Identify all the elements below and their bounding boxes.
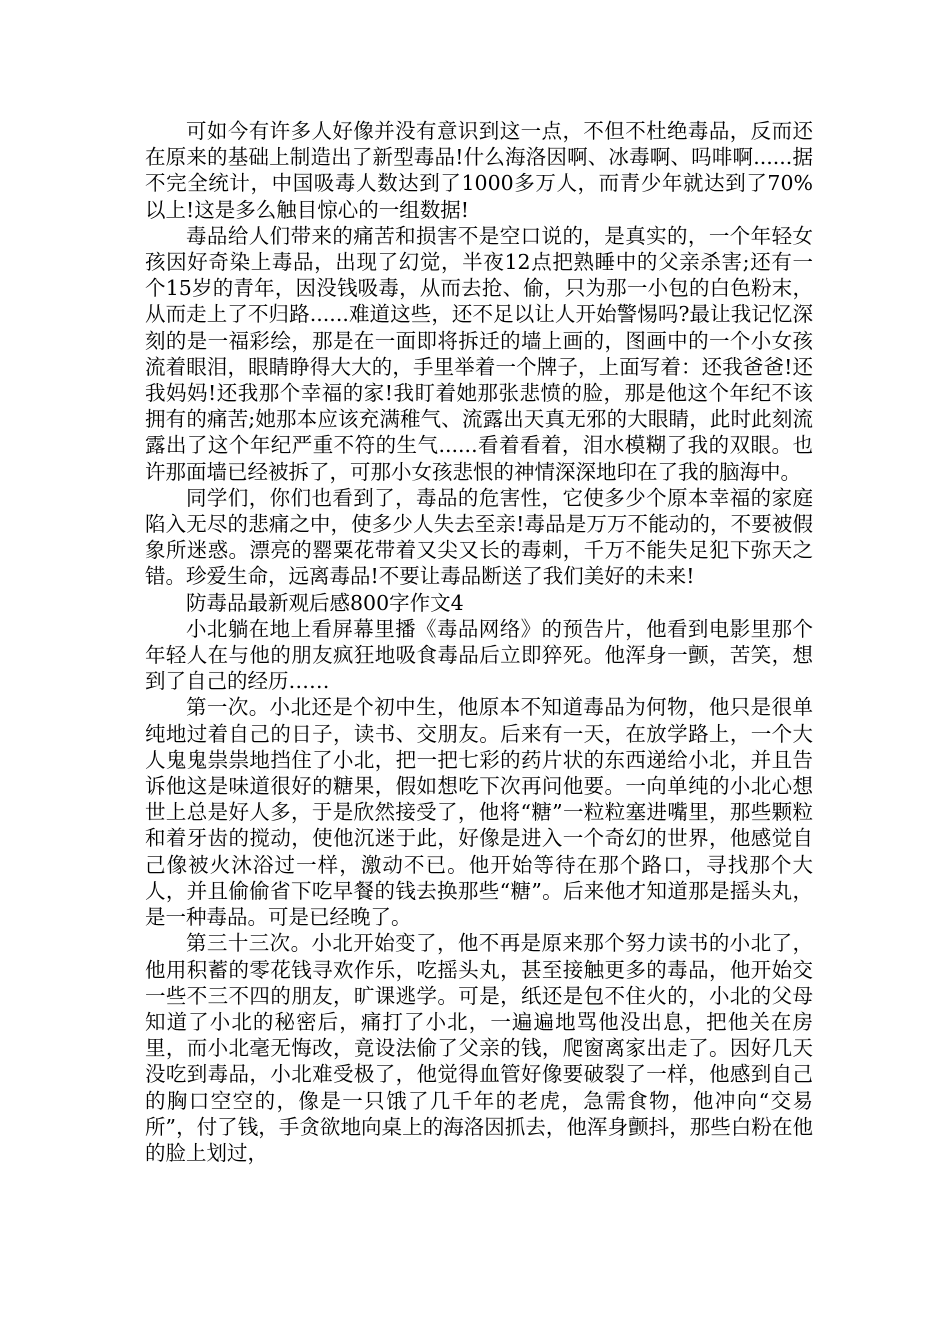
paragraph: 同学们，你们也看到了，毒品的危害性，它使多少个原本幸福的家庭陷入无尽的悲痛之中，使多少人失去至亲!毒品是万万不能动的，不要被假象所迷惑。漂亮的罂粟花带着又尖又长的毒刺，千万不能失足犯下弥天之错。珍爱生命，远离毒品!不要让毒品断送了我们美好的未来!: [145, 485, 813, 589]
section-heading: 防毒品最新观后感800字作文4: [186, 590, 464, 615]
paragraph: 可如今有许多人好像并没有意识到这一点，不但不杜绝毒品，反而还在原来的基础上制造出了新型毒品!什么海洛因啊、冰毒啊、吗啡啊......据不完全统计，中国吸毒人数达到了1000多万人，而青少年就达到了70%以上!这是多么触目惊心的一组数据!: [145, 119, 813, 222]
document-page: [145, 118, 813, 1166]
paragraph: 第一次。小北还是个初中生，他原本不知道毒品为何物，他只是很单纯地过着自己的日子，读书、交朋友。后来有一天，在放学路上，一个大人鬼鬼祟祟地挡住了小北，把一把七彩的药片状的东西递给小北，并且告诉他这是味道很好的糖果，假如想吃下次再问他要。一向单纯的小北心想世上总是好人多，于是欣然接受了，他将“糖”一粒粒塞进嘴里，那些颗粒和着牙齿的搅动，使他沉迷于此，好像是进入一个奇幻的世界，他感觉自己像被火沐浴过一样，激动不已。他开始等待在那个路口，寻找那个大人，并且偷偷省下吃早餐的钱去换那些“糖”。后来他才知道那是摇头丸，是一种毒品。可是已经晚了。: [145, 695, 813, 930]
paragraph: 第三十三次。小北开始变了，他不再是原来那个努力读书的小北了，他用积蓄的零花钱寻欢作乐，吃摇头丸，甚至接触更多的毒品，他开始交一些不三不四的朋友，旷课逃学。可是，纸还是包不住火的，小北的父母知道了小北的秘密后，痛打了小北，一遍遍地骂他没出息，把他关在房里，而小北毫无悔改，竟设法偷了父亲的钱，爬窗离家出走了。因好几天没吃到毒品，小北难受极了，他觉得血管好像要破裂了一样，他感到自己的胸口空空的，像是一只饿了几千年的老虎，急需食物，他冲向“交易所”，付了钱，手贪欲地向桌上的海洛因抓去，他浑身颤抖，那些白粉在他的脸上划过，: [145, 931, 813, 1165]
paragraph: 毒品给人们带来的痛苦和损害不是空口说的，是真实的，一个年轻女孩因好奇染上毒品，出现了幻觉，半夜12点把熟睡中的父亲杀害;还有一个15岁的青年，因没钱吸毒，从而去抢、偷，只为那一小包的白色粉末，从而走上了不归路......难道这些，还不足以让人开始警惕吗?最让我记忆深刻的是一福彩绘，那是在一面即将拆迁的墙上画的，图画中的一个小女孩流着眼泪，眼睛睁得大大的，手里举着一个牌子，上面写着：还我爸爸!还我妈妈!还我那个幸福的家!我盯着她那张悲愤的脸，那是他这个年纪不该拥有的痛苦;她那本应该充满稚气、流露出天真无邪的大眼睛，此时此刻流露出了这个年纪严重不符的生气......看着看着，泪水模糊了我的双眼。也许那面墙已经被拆了，可那小女孩悲恨的神情深深地印在了我的脑海中。: [145, 223, 813, 484]
paragraph: 小北躺在地上看屏幕里播《毒品网络》的预告片，他看到电影里那个年轻人在与他的朋友疯狂地吸食毒品后立即猝死。他浑身一颤，苦笑，想到了自己的经历……: [145, 616, 813, 694]
